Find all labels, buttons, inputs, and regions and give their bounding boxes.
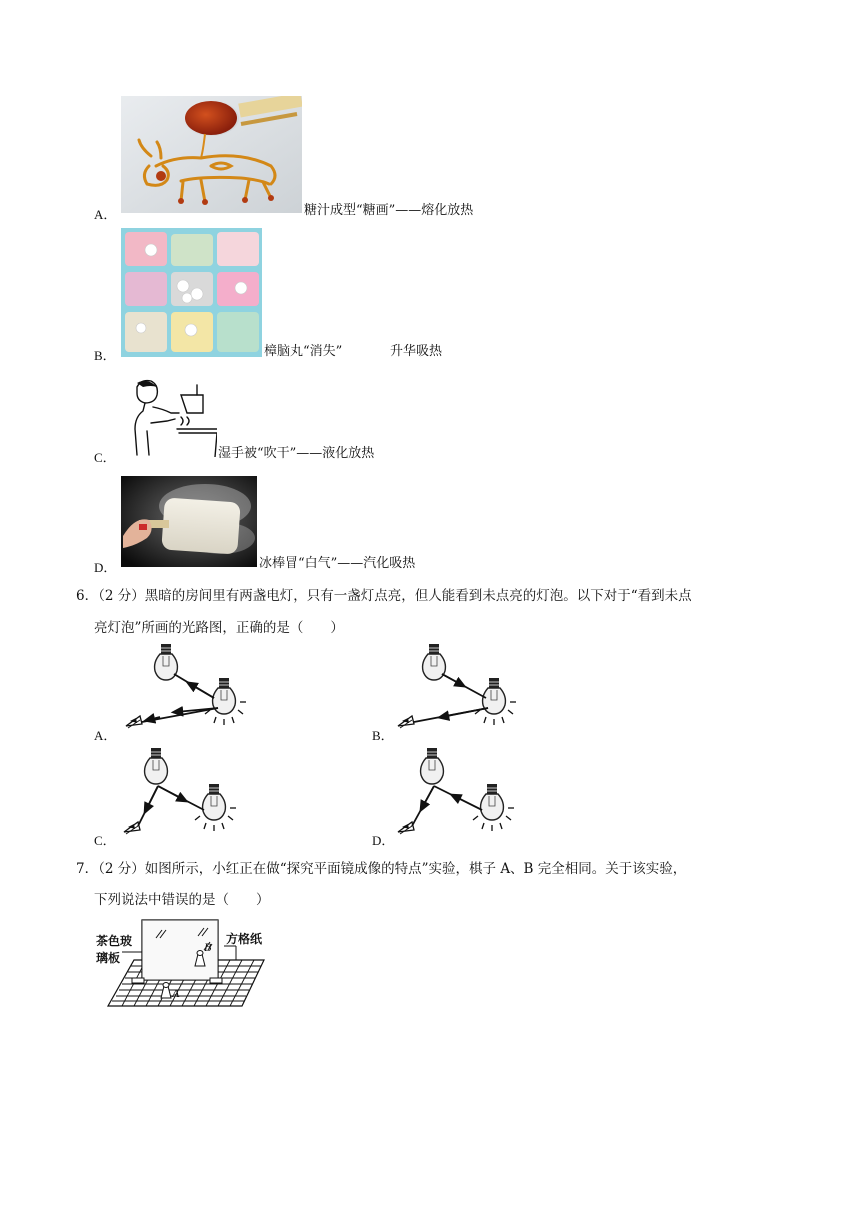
option-d-caption: 冰棒冒“白气”——汽化吸热: [259, 556, 416, 571]
piece-a-label: A: [172, 986, 180, 1000]
q6-option-d-letter: D．: [372, 833, 395, 848]
q6-diagram-c: [118, 748, 248, 840]
grid-paper-label: 方格纸: [226, 932, 263, 946]
option-b-letter: B．: [94, 348, 116, 363]
glass-plate-label-2: 璃板: [96, 951, 121, 965]
q7-line-2: 下列说法中错误的是（ ）: [94, 892, 270, 908]
piece-b-label: B: [204, 940, 212, 954]
q6-line-1: 6．（2 分）黑暗的房间里有两盏电灯，只有一盏灯点亮，但人能看到未点亮的灯泡。以下对于“看到未点: [76, 588, 692, 604]
option-a-caption: 糖汁成型“糖画”——熔化放热: [304, 203, 474, 218]
option-c-caption: 湿手被“吹干”——液化放热: [218, 446, 375, 461]
q6-option-b-letter: B．: [372, 728, 394, 743]
q6-option-c-letter: C．: [94, 833, 116, 848]
option-b-image: [121, 228, 262, 357]
q6-diagram-d: [390, 748, 520, 840]
option-a-image: [121, 96, 302, 213]
option-b-caption-b: 升华吸热: [390, 344, 443, 359]
q6-line-2: 亮灯泡”所画的光路图，正确的是（ ）: [94, 620, 344, 636]
option-c-image: [121, 377, 217, 457]
q7-line-1: 7．（2 分）如图所示，小红正在做“探究平面镜成像的特点”实验，棋子 A、B 完全相同。关于该实验，: [76, 861, 687, 877]
option-d-image: [121, 476, 257, 567]
q6-diagram-a: [118, 644, 248, 734]
option-c-letter: C．: [94, 450, 116, 465]
glass-plate-label-1: 茶色玻: [96, 934, 133, 948]
q6-option-a-letter: A．: [94, 728, 117, 743]
option-a-letter: A．: [94, 207, 117, 222]
option-b-caption-a: 樟脑丸“消失”: [264, 344, 343, 359]
q7-figure: [94, 918, 270, 1010]
q6-diagram-b: [390, 644, 520, 734]
option-d-letter: D．: [94, 560, 117, 575]
